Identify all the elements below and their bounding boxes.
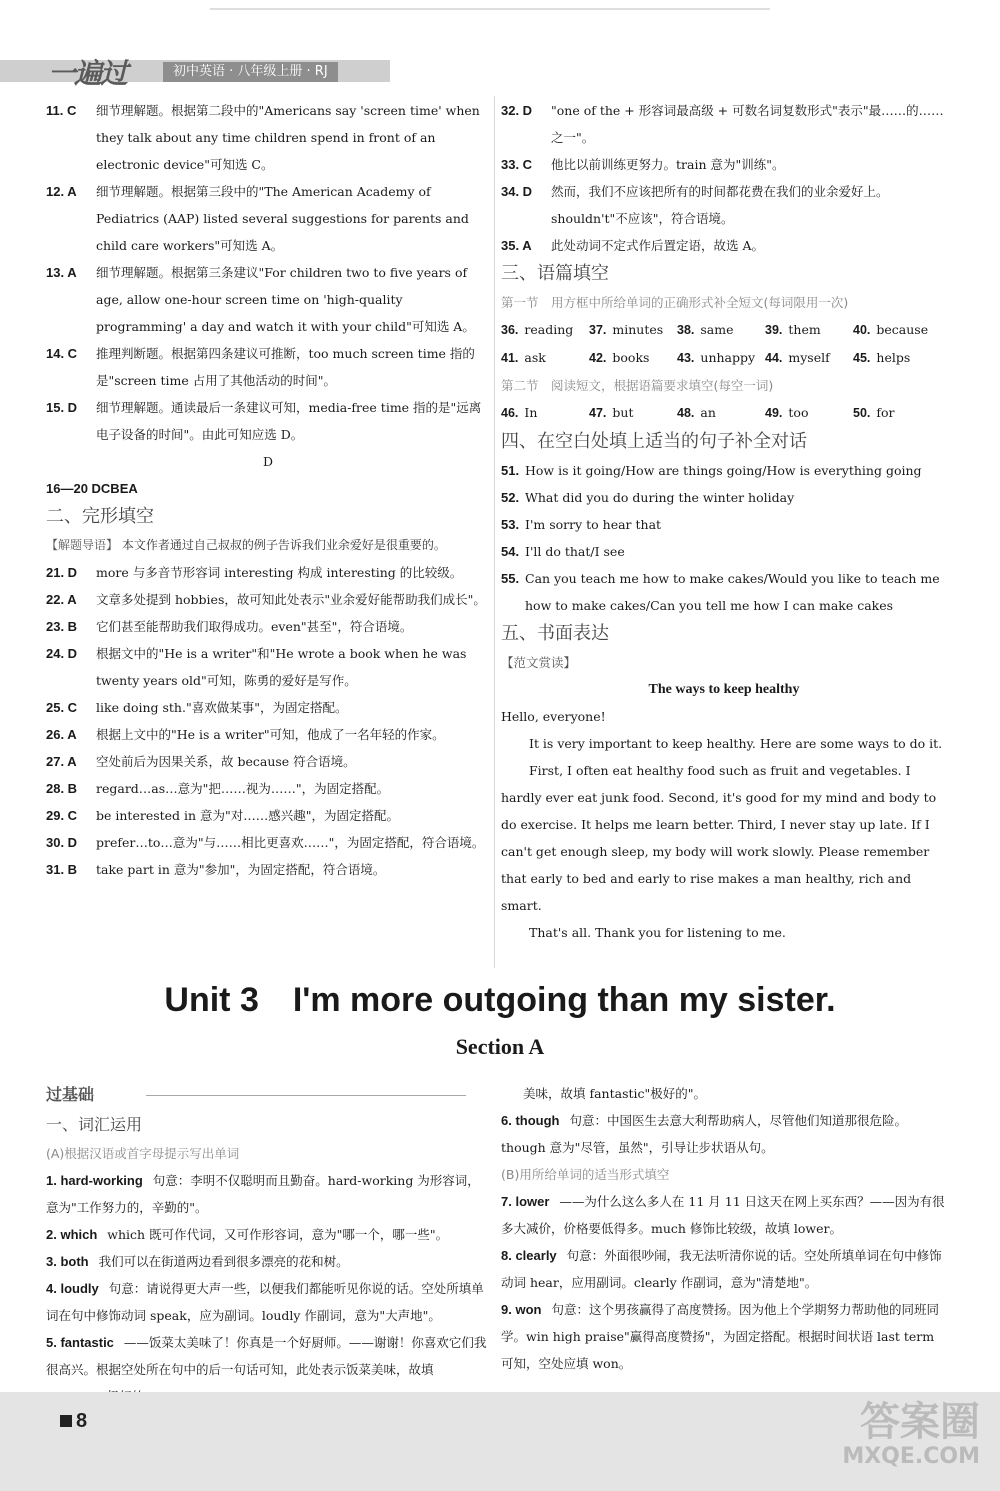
- answer-number: 55.: [501, 571, 520, 586]
- answer-explanation: Can you teach me how to make cakes/Would you like to teach me how to make cakes/Can you tell me how I can make cakes: [525, 571, 940, 613]
- fill-answer: [765, 399, 853, 427]
- answer-number: 7. lower: [501, 1194, 550, 1209]
- fill-sub1: 第一节 用方框中所给单词的正确形式补全短文(每词限用一次): [501, 295, 849, 310]
- answer-explanation: 句意：请说得更大声一些，以便我们都能听见你说的话。空处所填单词在句中修饰动词 speak，应为副词。loudly 作副词，意为"大声地"。: [46, 1281, 484, 1323]
- vocab-answer: [501, 1107, 947, 1161]
- fill-word: helps: [876, 350, 911, 365]
- answer-explanation: 它们甚至能帮助我们取得成功。even"甚至"，符合语境。: [96, 619, 413, 634]
- section-title: Section A: [455, 1034, 545, 1059]
- vocab-continued: 美味，故填 fantastic"极好的"。: [523, 1086, 707, 1101]
- answer-number: 32. D: [501, 103, 533, 118]
- fill-answer: [501, 399, 589, 427]
- answer-number: 9. won: [501, 1302, 542, 1317]
- section-fill-heading: 三、语篇填空: [501, 263, 609, 284]
- page-header: [0, 52, 400, 90]
- page-footer: [0, 1392, 1000, 1491]
- fill-row: [501, 316, 947, 344]
- fill-number: 43.: [677, 351, 695, 365]
- fill-answer: [765, 316, 853, 344]
- answer-item: [46, 394, 490, 448]
- section-dialog-heading: 四、在空白处填上适当的句子补全对话: [501, 431, 807, 452]
- answer-item: [501, 178, 947, 232]
- answer-explanation: 句意：这个男孩赢得了高度赞扬。因为他上个学期努力帮助他的同班同学。win high praise"赢得高度赞扬"，为固定搭配。根据时间状语 last term 可知，空处应填 won。: [501, 1302, 939, 1371]
- answer-item: [46, 97, 490, 178]
- answer-number: 24. D: [46, 646, 78, 661]
- unit-title: Unit 3 I'm more outgoing than my sister.: [164, 981, 836, 1019]
- answer-explanation: 细节理解题。根据第三条建议"For children two to five years of age, allow one-hour screen time on 'high-quality programming' a day and watch it with your child"可知选 A。: [96, 265, 475, 334]
- vocab-sub-a: (A)根据汉语或首字母提示写出单词: [46, 1146, 240, 1161]
- vocab-sub-b: (B)用所给单词的适当形式填空: [501, 1167, 670, 1182]
- fill-word: books: [612, 350, 650, 365]
- watermark-top: 答案圈: [860, 1399, 980, 1445]
- answer-number: 31. B: [46, 862, 78, 877]
- fill-word: too: [788, 405, 809, 420]
- essay-paragraph-2: First, I often eat healthy food such as fruit and vegetables. I hardly ever eat junk food. Second, it's good for my mind and body to do exercise. It helps me learn better. Third, I never stay up late. If I can't get enough sleep, my body will work slowly. Please remember that early to bed and early to rise makes a man healthy, rich and smart.: [501, 763, 937, 913]
- fill-number: 49.: [765, 406, 783, 420]
- answer-number: 25. C: [46, 700, 78, 715]
- watermark-bottom: MXQE.COM: [842, 1444, 980, 1469]
- answer-number: 30. D: [46, 835, 78, 850]
- vocab-answer: [501, 1188, 947, 1242]
- essay-title: The ways to keep healthy: [648, 682, 800, 697]
- fill-word: minutes: [612, 322, 664, 337]
- essay-closing: That's all. Thank you for listening to me.: [529, 925, 786, 940]
- fill-answer: [853, 344, 941, 372]
- fill-number: 42.: [589, 351, 607, 365]
- fill-answer: [677, 344, 765, 372]
- essay-paragraph-1: It is very important to keep healthy. Here are some ways to do it.: [529, 736, 943, 751]
- answer-number: 29. C: [46, 808, 78, 823]
- answer-number: 6. though: [501, 1113, 560, 1128]
- fill-word: an: [700, 405, 716, 420]
- answer-item: [46, 748, 490, 775]
- fill-row: [501, 399, 947, 427]
- vocab-right-column: [501, 1080, 947, 1377]
- answer-explanation: 细节理解题。根据第三段中的"The American Academy of Pediatrics (AAP) listed several suggestions for parents and child care workers"可知选 A。: [96, 184, 469, 253]
- dialog-answer: [501, 538, 947, 565]
- answer-number: 12. A: [46, 184, 77, 199]
- answer-explanation: 我们可以在街道两边看到很多漂亮的花和树。: [98, 1254, 349, 1269]
- answer-number: 14. C: [46, 346, 78, 361]
- fill-word: same: [700, 322, 734, 337]
- left-column: [46, 97, 490, 883]
- fill-word: unhappy: [700, 350, 756, 365]
- fill-number: 36.: [501, 323, 519, 337]
- answer-number: 8. clearly: [501, 1248, 557, 1263]
- fill-answer: [677, 399, 765, 427]
- answer-explanation: 然而，我们不应该把所有的时间都花费在我们的业余爱好上。shouldn't"不应该"，符合语境。: [551, 184, 889, 226]
- right-column: [501, 97, 947, 946]
- guide-text: [46, 532, 490, 559]
- fill-word: them: [788, 322, 821, 337]
- vocab-answer: [46, 1167, 490, 1221]
- answer-number: 27. A: [46, 754, 77, 769]
- fill-word: myself: [788, 350, 830, 365]
- answer-item: [46, 829, 490, 856]
- vocab-answer: [46, 1275, 490, 1329]
- answer-explanation: take part in 意为"参加"，为固定搭配，符合语境。: [96, 862, 386, 877]
- fill-number: 46.: [501, 406, 519, 420]
- fill-answer: [589, 316, 677, 344]
- vocab-answer: [46, 1221, 490, 1248]
- answer-number: 21. D: [46, 565, 78, 580]
- answer-explanation: 根据上文中的"He is a writer"可知，他成了一名年轻的作家。: [96, 727, 445, 742]
- answer-number: 5. fantastic: [46, 1335, 114, 1350]
- answer-explanation: 根据文中的"He is a writer"和"He wrote a book when he was twenty years old"可知，陈勇的爱好是写作。: [96, 646, 467, 688]
- fill-number: 44.: [765, 351, 783, 365]
- fill-number: 40.: [853, 323, 871, 337]
- answer-number: 3. both: [46, 1254, 89, 1269]
- answer-explanation: "one of the + 形容词最高级 + 可数名词复数形式"表示"最……的……之一"。: [551, 103, 944, 145]
- answer-explanation: 句意：外面很吵闹，我无法听清你说的话。空处所填单词在句中修饰动词 hear，应用副词。clearly 作副词，意为"清楚地"。: [501, 1248, 942, 1290]
- answer-number: 28. B: [46, 781, 78, 796]
- answer-explanation: 空处前后为因果关系，故 because 符合语境。: [96, 754, 356, 769]
- fill-word: reading: [524, 322, 574, 337]
- fill-answer: [853, 399, 941, 427]
- fill-word: because: [876, 322, 929, 337]
- stray-letter: D: [262, 454, 274, 469]
- answer-explanation: which 既可作代词，又可作形容词，意为"哪一个，哪一些"。: [107, 1227, 449, 1242]
- vocab-left-column: [46, 1080, 490, 1410]
- answer-item: [46, 802, 490, 829]
- answer-explanation: 句意：李明不仅聪明而且勤奋。hard-working 为形容词，意为"工作努力的，辛勤的"。: [46, 1173, 480, 1215]
- answer-item: [46, 856, 490, 883]
- essay-label: 【范文赏读】: [501, 655, 577, 670]
- answer-item: [46, 694, 490, 721]
- answer-item: [46, 259, 490, 340]
- fill-word: In: [524, 405, 538, 420]
- fill-answer: [765, 344, 853, 372]
- answer-explanation: ——为什么这么多人在 11 月 11 日这天在网上买东西？——因为有很多大减价，价格要低得多。much 修饰比较级，故填 lower。: [501, 1194, 945, 1236]
- answer-explanation: like doing sth."喜欢做某事"，为固定搭配。: [96, 700, 348, 715]
- answer-number: 53.: [501, 517, 520, 532]
- answer-number: 1. hard-working: [46, 1173, 143, 1188]
- answer-explanation: I'll do that/I see: [525, 544, 625, 559]
- answer-number: 51.: [501, 463, 520, 478]
- basics-label: 过基础: [46, 1085, 95, 1104]
- answer-explanation: ——饭菜太美味了！你真是一个好厨师。——谢谢！你喜欢它们我很高兴。根据空处所在句中的后一句话可知，此处表示饭菜美味，故填: [46, 1335, 487, 1377]
- vocab-heading: 一、词汇运用: [46, 1115, 143, 1134]
- essay-greeting: Hello, everyone!: [501, 709, 606, 724]
- answer-number: 23. B: [46, 619, 78, 634]
- guide-body: 本文作者通过自己叔叔的例子告诉我们业余爱好是很重要的。: [121, 538, 446, 552]
- answer-explanation: I'm sorry to hear that: [525, 517, 662, 532]
- fill-number: 41.: [501, 351, 519, 365]
- answer-number: 22. A: [46, 592, 77, 607]
- answer-number: 15. D: [46, 400, 78, 415]
- answer-explanation: What did you do during the winter holiday: [525, 490, 795, 505]
- answer-explanation: 推理判断题。根据第四条建议可推断，too much screen time 指的是"screen time 占用了其他活动的时间"。: [96, 346, 475, 388]
- top-rule: [210, 8, 770, 10]
- answer-item: [46, 640, 490, 694]
- page-square-icon: [60, 1415, 72, 1427]
- fill-answer: [677, 316, 765, 344]
- fill-answer: [589, 399, 677, 427]
- basics-heading: [46, 1080, 490, 1110]
- answer-number: 2. which: [46, 1227, 98, 1242]
- fill-word: ask: [524, 350, 546, 365]
- fill-number: 38.: [677, 323, 695, 337]
- fill-number: 50.: [853, 406, 871, 420]
- fill-number: 45.: [853, 351, 871, 365]
- answer-number: 34. D: [501, 184, 533, 199]
- fill-number: 48.: [677, 406, 695, 420]
- answer-item: [46, 721, 490, 748]
- answer-item: [46, 559, 490, 586]
- answer-number: 13. A: [46, 265, 77, 280]
- watermark: [842, 1400, 980, 1470]
- section-writing-heading: 五、书面表达: [501, 623, 609, 644]
- fill-number: 47.: [589, 406, 607, 420]
- dialog-answer: [501, 565, 947, 619]
- vocab-answer: [501, 1242, 947, 1296]
- answer-item: [46, 775, 490, 802]
- book-tag: 初中英语 · 八年级上册 · RJ: [163, 62, 338, 82]
- dialog-answer: [501, 484, 947, 511]
- fill-word: for: [876, 405, 895, 420]
- answer-explanation: be interested in 意为"对……感兴趣"，为固定搭配。: [96, 808, 400, 823]
- page-number-text: 8: [76, 1410, 88, 1432]
- vocab-answer: [46, 1248, 490, 1275]
- brand-logo: 一遍过: [48, 57, 127, 90]
- answer-number: 33. C: [501, 157, 533, 172]
- fill-answer: [589, 344, 677, 372]
- fill-sub2: 第二节 阅读短文，根据语篇要求填空(每空一词): [501, 378, 774, 393]
- answer-item: [501, 97, 947, 151]
- answer-number: 4. loudly: [46, 1281, 99, 1296]
- fill-answer: [501, 316, 589, 344]
- dialog-answer: [501, 511, 947, 538]
- answer-explanation: How is it going/How are things going/How is everything going: [525, 463, 922, 478]
- answer-explanation: 句意：中国医生去意大利帮助病人，尽管他们知道那很危险。though 意为"尽管，虽然"，引导让步状语从句。: [501, 1113, 908, 1155]
- fill-answer: [853, 316, 941, 344]
- answer-explanation: 细节理解题。通读最后一条建议可知，media-free time 指的是"远离电子设备的时间"。由此可知应选 D。: [96, 400, 482, 442]
- answer-explanation: 他比以前训练更努力。train 意为"训练"。: [551, 157, 785, 172]
- basics-rule: [146, 1095, 466, 1096]
- answer-explanation: prefer…to…意为"与……相比更喜欢……"，为固定搭配，符合语境。: [96, 835, 485, 850]
- answer-explanation: regard…as…意为"把……视为……"，为固定搭配。: [96, 781, 390, 796]
- answer-item: [46, 340, 490, 394]
- fill-number: 37.: [589, 323, 607, 337]
- answer-item: [501, 232, 947, 259]
- answer-number: 11. C: [46, 103, 77, 118]
- answer-16-20: 16—20 DCBEA: [46, 481, 138, 496]
- answer-explanation: more 与多音节形容词 interesting 构成 interesting 的比较级。: [96, 565, 463, 580]
- essay-body: [501, 703, 947, 946]
- answer-item: [46, 586, 490, 613]
- answer-explanation: 细节理解题。根据第二段中的"Americans say 'screen time' when they talk about any time children spend in front of an electronic device"可知选 C。: [96, 103, 480, 172]
- vocab-answer: [501, 1296, 947, 1377]
- page-number: [60, 1410, 87, 1433]
- fill-row: [501, 344, 947, 372]
- answer-item: [501, 151, 947, 178]
- dialog-answer: [501, 457, 947, 484]
- fill-word: but: [612, 405, 634, 420]
- answer-number: 35. A: [501, 238, 532, 253]
- guide-label: 【解题导语】: [46, 538, 119, 552]
- section-cloze-heading: 二、完形填空: [46, 506, 154, 527]
- answer-explanation: 此处动词不定式作后置定语，故选 A。: [551, 238, 765, 253]
- answer-item: [46, 613, 490, 640]
- answer-explanation: 文章多处提到 hobbies，故可知此处表示"业余爱好能帮助我们成长"。: [96, 592, 486, 607]
- answer-number: 26. A: [46, 727, 77, 742]
- fill-number: 39.: [765, 323, 783, 337]
- answer-number: 52.: [501, 490, 520, 505]
- answer-number: 54.: [501, 544, 520, 559]
- fill-answer: [501, 344, 589, 372]
- column-divider: [494, 96, 495, 968]
- answer-item: [46, 178, 490, 259]
